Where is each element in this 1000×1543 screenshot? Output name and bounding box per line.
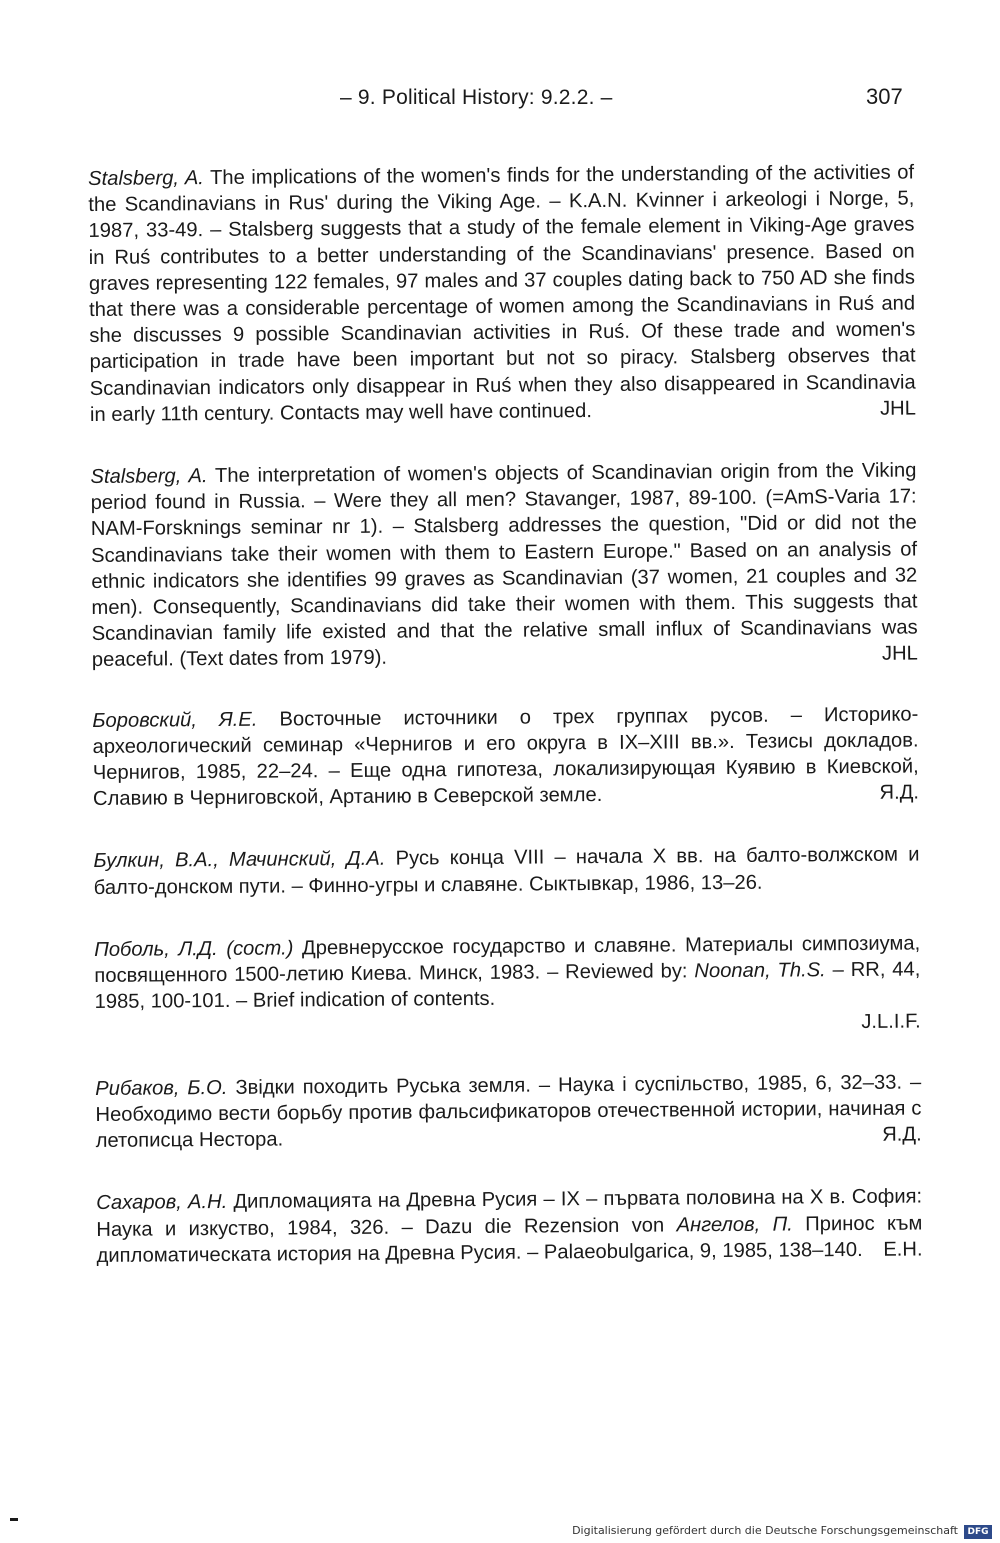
entry-text: Русь конца VIII – начала X вв. на балто-волжском и балто-донском пути. – Финно-угры и славяне. Сыктывкар, 1986, 13–26.	[93, 843, 920, 899]
entry-text: Звідки походить Руська земля. – Наука і суспільство, 1985, 6, 32–33. – Необходимо вести борьбу против фальсификаторов отечественной истории, начиная с летописца Нестора.	[95, 1071, 922, 1153]
bibliography-list	[88, 160, 923, 1269]
entry-author: Рибаков, Б.О.	[95, 1076, 228, 1100]
digitization-credit: Digitalisierung gefördert durch die Deutsche Forschungsgemeinschaft	[572, 1524, 958, 1537]
entry-reviewer: Я.Д.	[882, 1123, 922, 1146]
bibliography-entry	[96, 1184, 923, 1269]
page-number: 307	[866, 84, 903, 109]
entry-author: Боровский, Я.Е.	[92, 708, 258, 732]
entry-text: The implications of the women's finds for the understanding of the activities of the Scandinavians in Rus' during the Viking Age. – K.A.N. Kvinner i arkeologi i Norge, 5, 1987, 33-49. – Stalsberg suggests that a study of the female element in Viking-Age graves in Ruś contributes to a better understanding of the Scandinavians' presence. Based on graves representing 122 females, 97 males and 37 couples dating back to 750 AD she finds that there was a considerable percentage of women among the Scandinavians in Ruś and she discusses 9 possible Scandinavian activities in Ruś. Of these trade and women's participation in trade have been important but not so piracy. Stalsberg observes that Scandinavian indicators only disappear in Ruś when they also disappeared in Scandinavia in early 11th century. Contacts may well have continued.	[88, 161, 916, 426]
bibliography-entry	[88, 160, 916, 429]
bibliography-entry	[94, 930, 921, 1041]
bibliography-entry	[95, 1069, 922, 1154]
entry-author: Stalsberg, A.	[88, 167, 204, 190]
entry-reviewer: J.L.I.F.	[861, 1010, 921, 1034]
entry-author: Сахаров, А.Н.	[96, 1191, 228, 1215]
bibliography-entry	[90, 458, 918, 674]
entry-text: Дипломацията на Древна Русия – IX – първата половина на X в. София: Наука и изкуство, 1984, 326. – Dazu die Rezension von	[96, 1185, 923, 1241]
entry-author: Stalsberg, A.	[90, 465, 208, 489]
entry-reviewer: JHL	[881, 642, 918, 666]
bibliography-entry	[93, 842, 919, 901]
bibliography-entry	[92, 701, 919, 812]
entry-text: Восточные источники о трех группах русов. – Историко-археологический семинар «Чернигов и его округа в IX–XIII вв.». Тезисы докладов. Чернигов, 1985, 22–24. – Еще одна гипотеза, локализирующая Куявию в Киевской, Славию в Черниговской, Артанию в Северской земле.	[92, 703, 919, 811]
scan-mark	[10, 1518, 18, 1521]
entry-text-continued: – RR, 44, 1985, 100-101. – Brief indication of contents.	[94, 958, 921, 1014]
entry-text: The interpretation of women's objects of Scandinavian origin from the Viking period found in Russia. – Were they all men? Stavanger, 1987, 89-100. (=AmS-Varia 17: NAM-Forsknings seminar nr 1). – Stalsberg addresses the question, "Did or did not the Scandinavians take their women with them to Eastern Europe." Based on an analysis of ethnic indicators she identifies 99 graves as Scandinavian (37 women, 21 couples and 32 men). Consequently, Scandinavians did take their women with them. This suggests that Scandinavian family life existed and that the relative small influx of Scandinavians was peaceful. (Text dates from 1979).	[90, 459, 918, 672]
entry-author: Поболь, Л.Д. (сост.)	[94, 937, 294, 961]
dfg-logo: DFG	[964, 1525, 992, 1539]
entry-text: Древнерусское государство и славяне. Материалы симпозиума, посвященного 1500-летию Киева. Минск, 1983. – Reviewed by:	[94, 932, 921, 988]
entry-reviewer: Е.Н.	[883, 1238, 923, 1261]
entry-author: Булкин, В.А., Мачинский, Д.А.	[93, 848, 386, 873]
entry-reviewer: JHL	[879, 397, 917, 420]
entry-reviewer: Я.Д.	[879, 781, 920, 805]
entry-reviewed-author: Noonan, Th.S.	[694, 959, 826, 983]
entry-reviewed-author: Ангелов, П.	[676, 1212, 793, 1236]
entry-text-continued: Принос към дипломатическата история на Древна Русия. – Palaeobulgarica, 9, 1985, 138–140.	[96, 1211, 923, 1267]
running-head: – 9. Political History: 9.2.2. –	[340, 86, 613, 109]
